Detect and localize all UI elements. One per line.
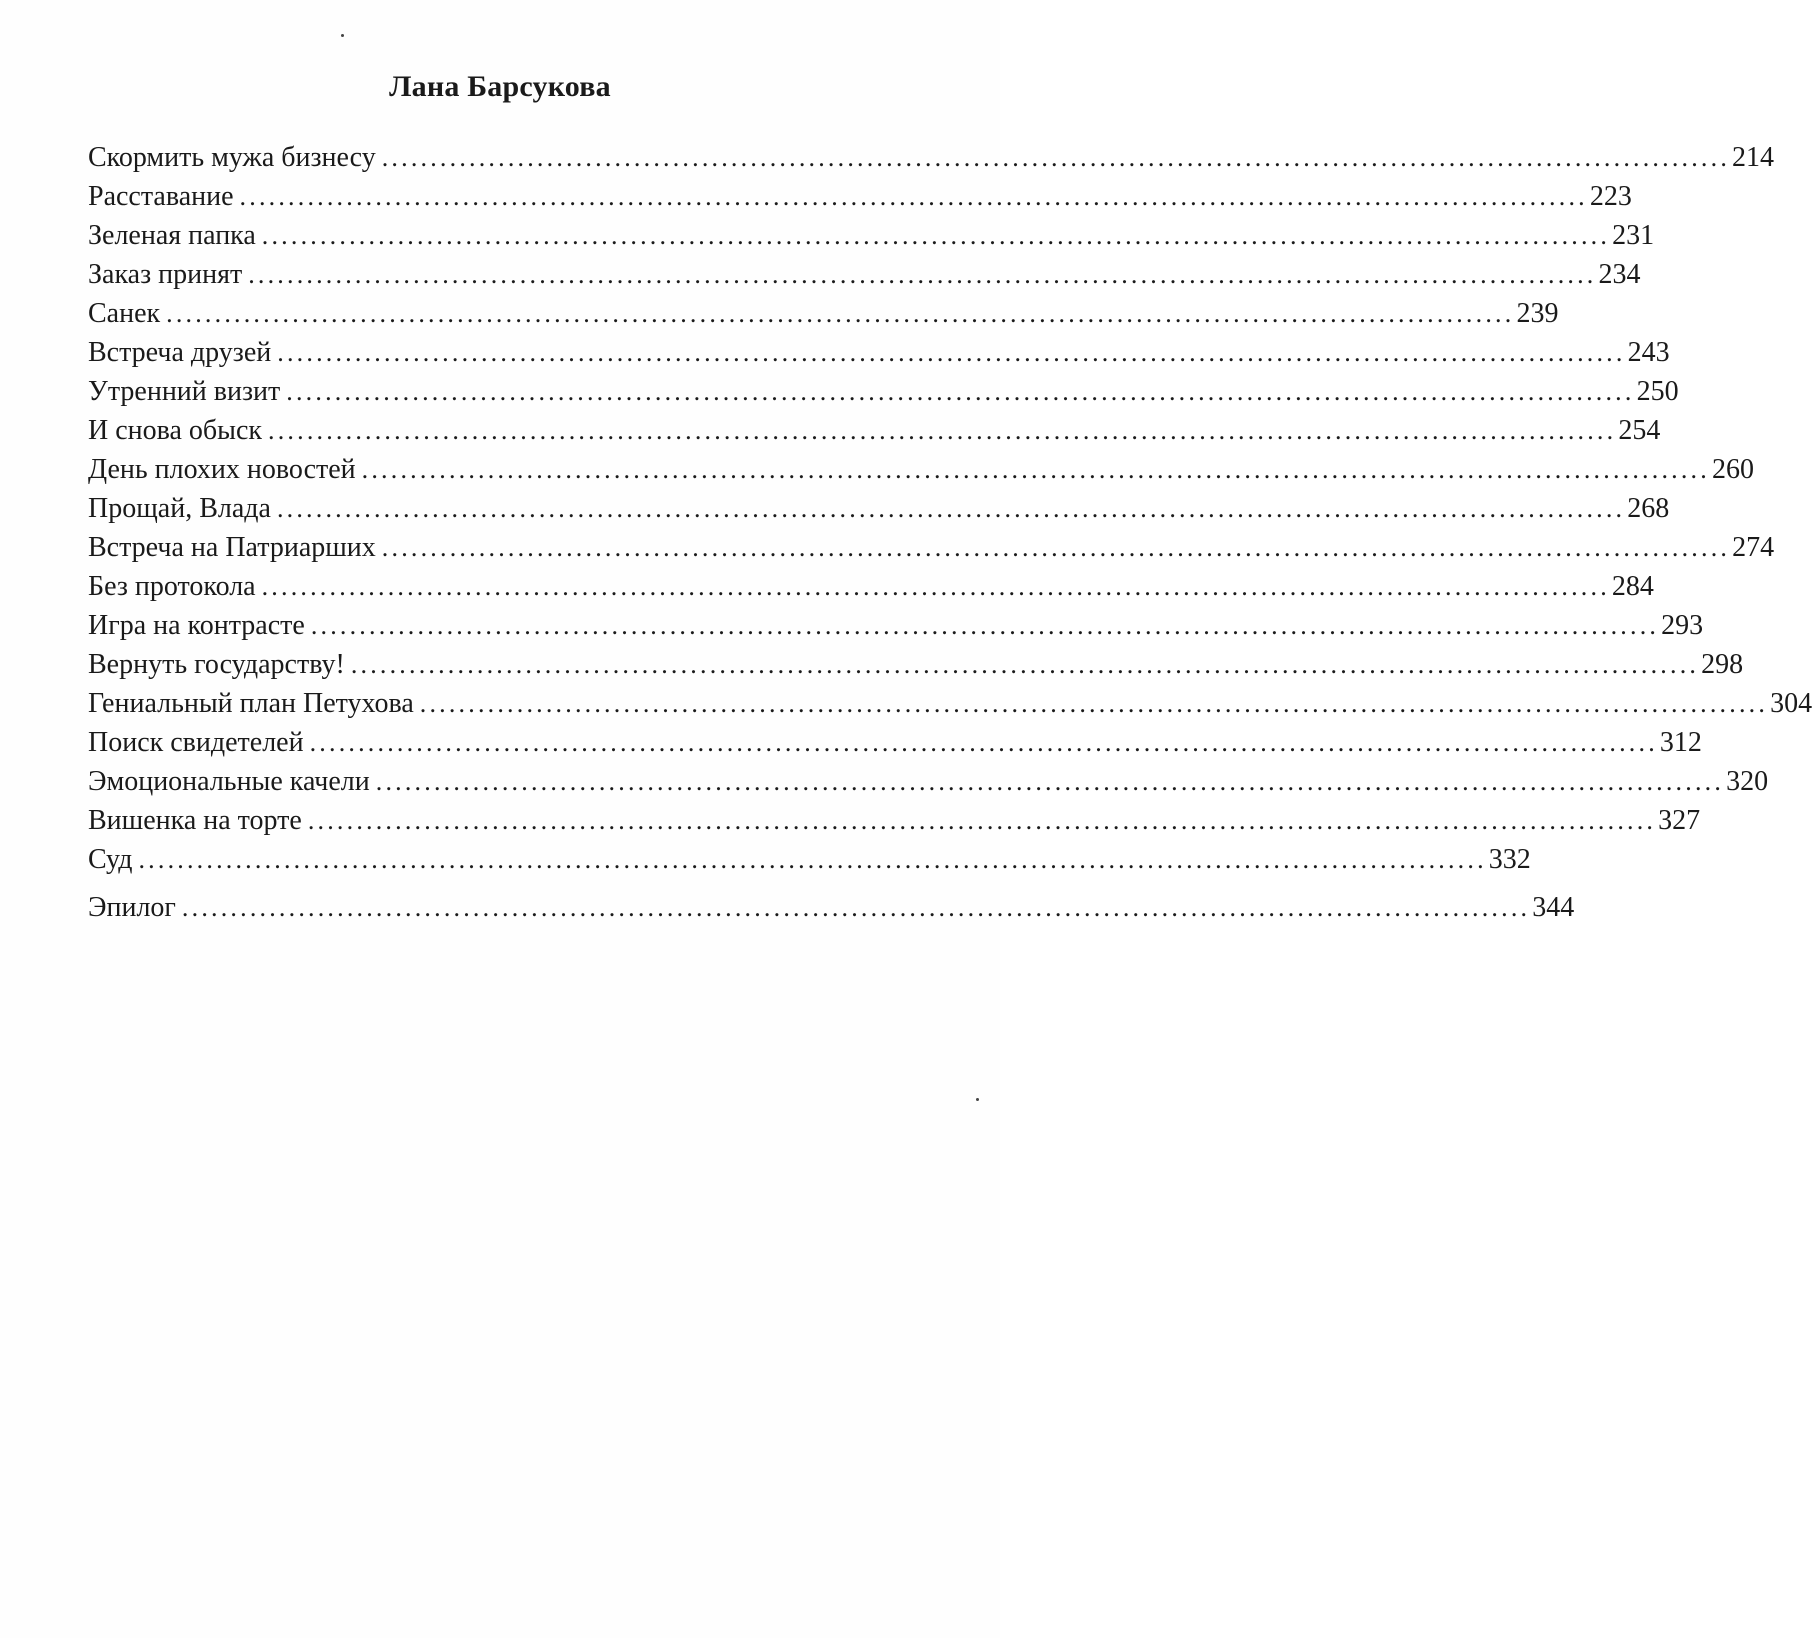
toc-dot-leader: ........................................................................................................................................... <box>419 689 1769 718</box>
toc-entry-page: 274 <box>1732 532 1775 563</box>
toc-entry-page: 214 <box>1732 142 1775 173</box>
toc-entry <box>88 723 1702 762</box>
toc-entry-page: 344 <box>1532 892 1575 923</box>
toc-entry <box>88 801 1701 840</box>
toc-dot-leader: ........................................................................................................................................... <box>166 299 1515 328</box>
toc-entry <box>88 762 1769 801</box>
toc-entry <box>88 606 1704 645</box>
toc-dot-leader: ........................................................................................................................................... <box>286 377 1635 406</box>
toc-entry-title: Поиск свидетелей <box>88 727 304 758</box>
toc-dot-leader: ........................................................................................................................................... <box>268 416 1617 445</box>
toc-entry-page: 312 <box>1659 727 1702 758</box>
toc-entry <box>88 177 1632 216</box>
toc-entry <box>88 216 1655 255</box>
toc-dot-leader: ........................................................................................................................................... <box>277 338 1626 367</box>
toc-entry-page: 254 <box>1618 415 1661 446</box>
toc-dot-leader: ........................................................................................................................................... <box>276 494 1626 523</box>
table-of-contents <box>88 138 1812 927</box>
toc-entry <box>88 450 1754 489</box>
toc-dot-leader: ........................................................................................................................................... <box>381 143 1731 172</box>
toc-entry-title: И снова обыск <box>88 415 263 446</box>
toc-entry-page: 304 <box>1770 688 1812 719</box>
toc-entry-epilogue <box>88 888 1575 927</box>
toc-dot-leader: ........................................................................................................................................... <box>310 611 1660 640</box>
toc-entry-page: 231 <box>1612 220 1655 251</box>
toc-entry-title: Санек <box>88 298 161 329</box>
toc-entry-title: Зеленая папка <box>88 220 256 251</box>
toc-entry-title: Эмоциональные качели <box>88 766 370 797</box>
toc-entry-page: 327 <box>1658 805 1701 836</box>
toc-entry <box>88 840 1531 879</box>
toc-entry-page: 293 <box>1661 610 1704 641</box>
toc-entry-title: Заказ принят <box>88 259 243 290</box>
toc-entry-title: Скормить мужа бизнесу <box>88 142 376 173</box>
toc-entry-title: Гениальный план Петухова <box>88 688 414 719</box>
toc-entry-page: 243 <box>1627 337 1670 368</box>
toc-dot-leader: ........................................................................................................................................... <box>248 260 1597 289</box>
toc-entry-title: Суд <box>88 844 133 875</box>
toc-entry <box>88 489 1670 528</box>
toc-entry <box>88 567 1654 606</box>
toc-entry <box>88 411 1661 450</box>
toc-entry-page: 284 <box>1611 571 1654 602</box>
toc-entry-title: Прощай, Влада <box>88 493 271 524</box>
toc-entry-title: Игра на контрасте <box>88 610 305 641</box>
toc-dot-leader: ........................................................................................................................................... <box>375 767 1725 796</box>
toc-entry-page: 298 <box>1701 649 1744 680</box>
toc-dot-leader: ........................................................................................................................................... <box>309 728 1658 757</box>
toc-dot-leader: ........................................................................................................................................... <box>181 893 1531 922</box>
toc-entry <box>88 138 1775 177</box>
toc-entry-page: 268 <box>1627 493 1670 524</box>
toc-dot-leader: ........................................................................................................................................... <box>307 806 1657 835</box>
toc-entry-title: Эпилог <box>88 892 176 923</box>
toc-entry <box>88 333 1670 372</box>
toc-dot-leader: ........................................................................................................................................... <box>239 182 1588 211</box>
toc-entry-page: 332 <box>1488 844 1531 875</box>
toc-entry <box>88 294 1559 333</box>
toc-entry-page: 320 <box>1726 766 1769 797</box>
toc-entry-title: День плохих новостей <box>88 454 356 485</box>
toc-entry-title: Вишенка на торте <box>88 805 302 836</box>
toc-entry <box>88 255 1641 294</box>
toc-entry-page: 234 <box>1598 259 1641 290</box>
toc-entry-title: Без протокола <box>88 571 256 602</box>
toc-dot-leader: ........................................................................................................................................... <box>261 572 1610 601</box>
toc-entry-title: Утренний визит <box>88 376 281 407</box>
toc-entry-page: 239 <box>1516 298 1559 329</box>
toc-dot-leader: ........................................................................................................................................... <box>138 845 1487 874</box>
toc-entry-page: 260 <box>1711 454 1754 485</box>
toc-dot-leader: ........................................................................................................................................... <box>350 650 1700 679</box>
toc-dot-leader: ........................................................................................................................................... <box>261 221 1611 250</box>
toc-entry <box>88 684 1812 723</box>
toc-entry-title: Встреча на Патриарших <box>88 532 376 563</box>
toc-entry <box>88 645 1744 684</box>
print-speck <box>976 1098 979 1101</box>
author-heading: Лана Барсукова <box>389 70 611 103</box>
toc-entry <box>88 372 1679 411</box>
toc-dot-leader: ........................................................................................................................................... <box>381 533 1731 562</box>
toc-entry <box>88 528 1775 567</box>
toc-entry-page: 223 <box>1589 181 1632 212</box>
print-speck <box>341 34 344 37</box>
toc-entry-title: Вернуть государству! <box>88 649 345 680</box>
toc-entry-title: Встреча друзей <box>88 337 272 368</box>
toc-dot-leader: ........................................................................................................................................... <box>361 455 1710 484</box>
toc-entry-title: Расставание <box>88 181 234 212</box>
toc-entry-page: 250 <box>1636 376 1679 407</box>
